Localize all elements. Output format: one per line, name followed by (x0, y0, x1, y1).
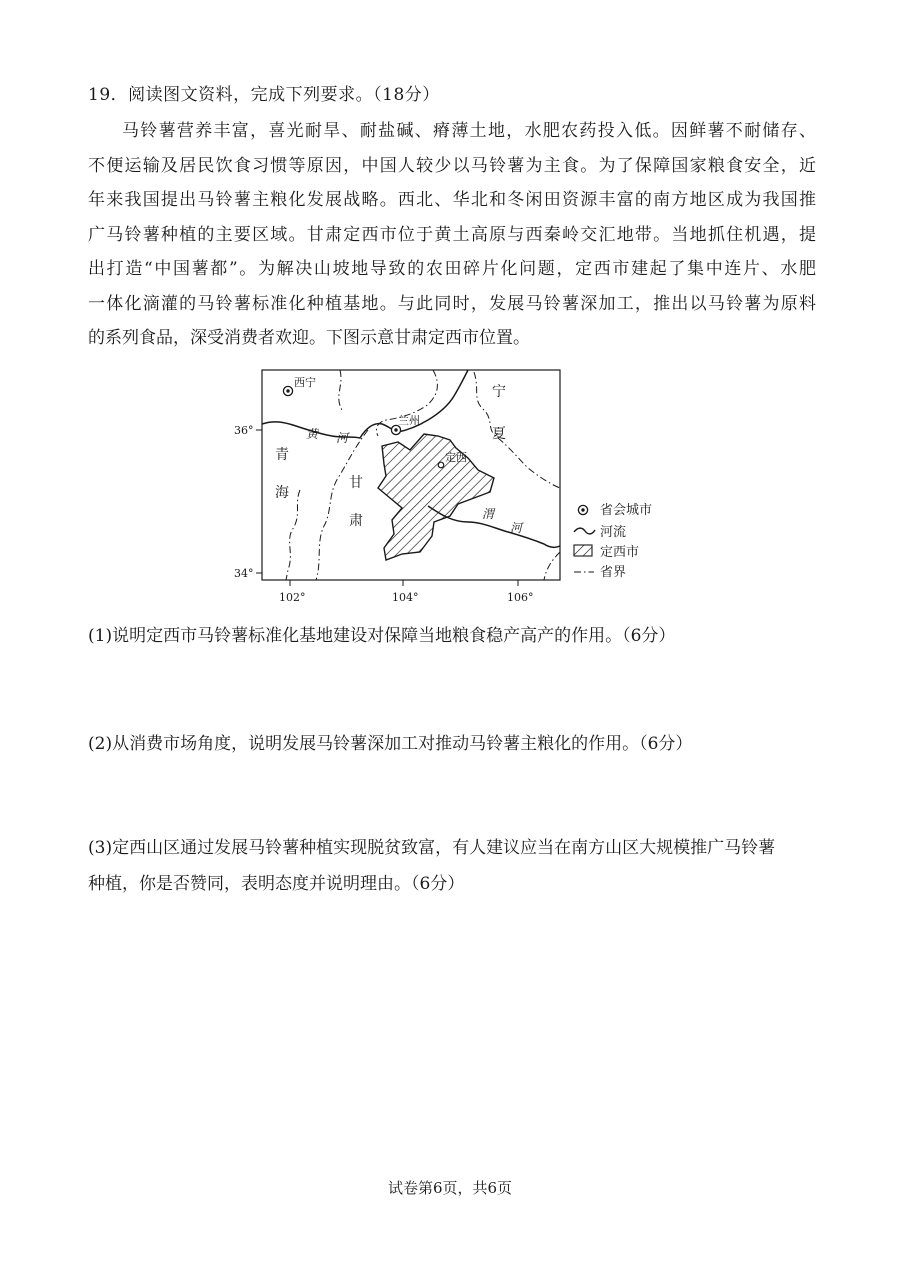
passage (88, 114, 816, 356)
passage-line: 一体化滴灌的马铃薯标准化种植基地。与此同时，发展马铃薯深加工，推出以马铃薯为原料 (88, 293, 816, 314)
subquestion-line: (3)定西山区通过发展马铃薯种植实现脱贫致富，有人建议应当在南方山区大规模推广马铃薯 (88, 838, 776, 858)
legend-dingxi-icon (574, 545, 592, 556)
subquestion-3 (88, 830, 823, 902)
river-label-huang: 黄 (306, 427, 319, 441)
river-label-he: 河 (336, 431, 349, 445)
subquestion-2 (88, 726, 823, 762)
passage-line: 的系列食品，深受消费者欢迎。下图示意甘肃定西市位置。 (88, 328, 530, 348)
dingxi-label: 定西 (445, 451, 467, 464)
river-label-wei: 渭 (482, 507, 495, 521)
river-label-he2: 河 (510, 521, 523, 535)
region-label-ning: 宁 (492, 384, 506, 400)
passage-line: 出打造“中国薯都”。为解决山坡地导致的农田碎片化问题，定西市建起了集中连片、水肥 (88, 259, 816, 279)
region-label-hai: 海 (275, 485, 289, 501)
region-label-xia: 夏 (492, 426, 506, 442)
page-footer: 试卷第6页，共6页 (387, 1179, 513, 1197)
passage-line: 不便运输及居民饮食习惯等原因，中国人较少以马铃薯为主食。为了保障国家粮食安全，近 (88, 155, 816, 176)
map-legend (574, 502, 652, 580)
lon-label-104: 104° (392, 591, 419, 604)
dingxi-region (378, 434, 494, 560)
legend-river-icon (574, 528, 595, 534)
passage-line: 马铃薯营养丰富，喜光耐旱、耐盐碱、瘠薄土地，水肥农药投入低。因鲜薯不耐储存、 (122, 121, 816, 141)
subquestion-line: (1)说明定西市马铃薯标准化基地建设对保障当地粮食稳产高产的作用。（6分） (88, 626, 676, 646)
lanzhou-label: 兰州 (398, 414, 420, 427)
lon-label-102: 102° (279, 591, 306, 604)
xining-label: 西宁 (294, 376, 316, 389)
region-label-gan: 甘 (349, 475, 363, 491)
question-title: 19．阅读图文资料，完成下列要求。（18分） (88, 85, 440, 105)
subquestion-line: 种植，你是否赞同，表明态度并说明理由。（6分） (88, 874, 465, 894)
legend-river-label: 河流 (600, 525, 627, 540)
lat-label-36: 36° (234, 424, 254, 437)
subquestion-1 (88, 618, 823, 654)
location-map (228, 366, 688, 606)
legend-capital-label: 省会城市 (600, 503, 653, 518)
lon-label-106: 106° (507, 591, 534, 604)
passage-line: 广马铃薯种植的主要区域。甘肃定西市位于黄土高原与西秦岭交汇地带。当地抓住机遇，提 (88, 224, 816, 245)
legend-dingxi-label: 定西市 (600, 545, 640, 560)
subquestion-line: (2)从消费市场角度，说明发展马铃薯深加工对推动马铃薯主粮化的作用。（6分） (88, 734, 693, 754)
lat-label-34: 34° (234, 567, 254, 580)
legend-border-label: 省界 (600, 565, 627, 580)
passage-line: 年来我国提出马铃薯主粮化发展战略。西北、华北和冬闲田资源丰富的南方地区成为我国推 (88, 190, 816, 210)
region-label-su: 肃 (349, 513, 363, 529)
region-label-qing: 青 (275, 447, 289, 463)
dingxi-marker (438, 462, 444, 468)
